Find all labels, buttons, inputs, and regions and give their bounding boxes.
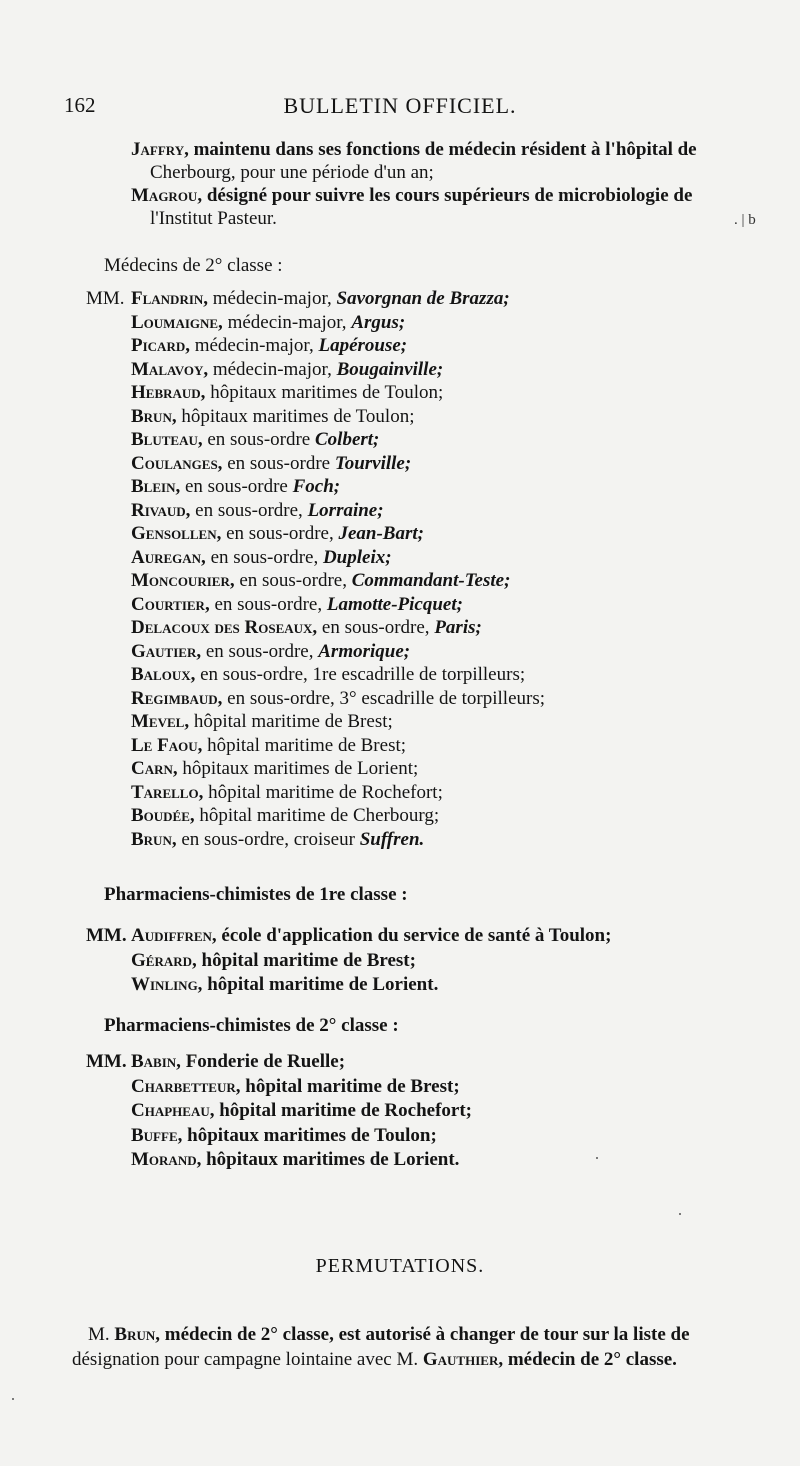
page-header: BULLETIN OFFICIEL. <box>283 93 517 118</box>
entry-ship: Suffren. <box>359 828 425 850</box>
entry-assignment: en sous-ordre <box>222 452 335 474</box>
entry-ship: Savorgnan de Brazza; <box>336 288 510 309</box>
entry-assignment: hôpital maritime de Brest; <box>196 949 416 971</box>
entry-ship: Armorique; <box>318 640 411 662</box>
list-item <box>131 640 410 663</box>
entry-assignment: en sous-ordre, croiseur <box>176 828 360 850</box>
entry-name: Coulanges, <box>131 452 223 474</box>
list-item <box>131 710 393 733</box>
section-prefix: MM. <box>86 288 125 309</box>
list-item <box>131 804 439 827</box>
entry-ship: Dupleix; <box>322 546 392 568</box>
entry-assignment: en sous-ordre, <box>190 499 308 521</box>
entry-assignment: en sous-ordre, 1re escadrille de torpilleurs; <box>195 664 526 685</box>
entry-ship: Paris; <box>434 617 482 638</box>
entry-ship: Colbert; <box>315 429 380 450</box>
entry-assignment: école d'application du service de santé à Toulon; <box>216 925 612 946</box>
entry-assignment: hôpital maritime de Lorient. <box>202 974 439 995</box>
list-item <box>131 781 443 804</box>
entry-name: Bluteau, <box>131 429 203 450</box>
entry-name: Tarello, <box>131 781 204 803</box>
list-item <box>131 311 405 334</box>
entry-ship: Commandant-Teste; <box>351 570 511 591</box>
list-item <box>131 381 443 404</box>
entry-assignment: hôpitaux maritimes de Lorient. <box>201 1149 460 1170</box>
list-item <box>131 452 411 475</box>
entry-name: Courtier, <box>131 593 210 615</box>
entry-assignment: en sous-ordre, 3° escadrille de torpilleurs; <box>222 687 546 709</box>
entry-name: Chapheau, <box>131 1100 215 1121</box>
entry-magrou-cont: l'Institut Pasteur. <box>150 208 277 229</box>
entry-name: Morand, <box>131 1149 202 1170</box>
entry-name: Flandrin, <box>131 288 209 309</box>
entry-name: Moncourier, <box>131 570 235 591</box>
entry-name: Rivaud, <box>131 499 191 521</box>
entry-ship: Lamotte-Picquet; <box>326 593 463 615</box>
entry-ship: Foch; <box>292 476 341 497</box>
page-number: 162 <box>64 93 96 117</box>
list-item <box>131 428 379 451</box>
entry-assignment: hôpital maritime de Brest; <box>202 734 407 756</box>
entry-assignment: médecin-major, <box>208 288 337 309</box>
entry-name: Loumaigne, <box>131 311 223 333</box>
entry-name: Baloux, <box>131 664 196 685</box>
permutations-line-2: désignation pour campagne lointaine avec M. Gauthier, médecin de 2° classe. <box>72 1349 677 1370</box>
list-item <box>131 1148 459 1171</box>
entry-ship: Argus; <box>351 311 406 333</box>
entry-ship: Lorraine; <box>307 499 384 521</box>
entry-jaffry: Jaffry, maintenu dans ses fonctions de médecin résident à l'hôpital de <box>131 139 697 160</box>
list-item <box>131 499 384 522</box>
list-item <box>131 828 424 851</box>
list-item <box>131 546 392 569</box>
list-item <box>131 405 415 428</box>
list-item <box>131 334 407 357</box>
entry-name: Hebraud, <box>131 382 206 403</box>
entry-assignment: hôpital maritime de Rochefort; <box>203 781 443 803</box>
entry-ship: Bougainville; <box>336 358 444 380</box>
entry-ship: Lapérouse; <box>318 335 408 356</box>
entry-assignment: en sous-ordre, <box>209 593 327 615</box>
section-prefix: MM. <box>86 1051 127 1072</box>
entry-name: Boudée, <box>131 805 195 826</box>
entry-name: Gautier, <box>131 640 202 662</box>
stray-mark: . | b <box>734 212 756 228</box>
list-item <box>131 924 611 947</box>
list-item <box>131 1124 437 1147</box>
entry-assignment: en sous-ordre, <box>201 640 319 662</box>
entry-name: Picard, <box>131 335 190 356</box>
list-item <box>131 475 340 498</box>
entry-name: Regimbaud, <box>131 687 223 709</box>
entry-name: Delacoux des Roseaux, <box>131 617 318 638</box>
entry-name: Le Faou, <box>131 734 203 756</box>
list-item <box>131 569 510 592</box>
list-item <box>131 287 510 310</box>
section-heading-medecins: Médecins de 2° classe : <box>104 255 283 276</box>
list-item <box>131 616 482 639</box>
entry-ship: Tourville; <box>334 452 412 474</box>
entry-name: Blein, <box>131 476 181 497</box>
entry-assignment: en sous-ordre <box>180 476 293 497</box>
entry-assignment: hôpital maritime de Brest; <box>189 711 393 732</box>
entry-assignment: médecin-major, <box>208 358 337 380</box>
entry-assignment: hôpitaux maritimes de Toulon; <box>176 405 415 427</box>
entry-assignment: en sous-ordre <box>202 429 315 450</box>
list-item <box>131 1050 345 1073</box>
list-item <box>131 734 406 757</box>
entry-name: Mevel, <box>131 711 190 732</box>
entry-assignment: en sous-ordre, <box>234 570 352 591</box>
section-heading-pharm1: Pharmaciens-chimistes de 1re classe : <box>104 884 408 905</box>
list-item <box>131 949 416 972</box>
entry-jaffry-cont: Cherbourg, pour une période d'un an; <box>150 162 434 183</box>
entry-name: Auregan, <box>131 546 206 568</box>
list-item <box>131 1099 472 1122</box>
entry-name: Winling, <box>131 974 203 995</box>
entry-magrou: Magrou, désigné pour suivre les cours supérieurs de microbiologie de <box>131 185 693 206</box>
entry-name: Brun, <box>131 405 177 427</box>
entry-name: Carn, <box>131 758 178 779</box>
entry-name: Malavoy, <box>131 358 209 380</box>
permutations-title: PERMUTATIONS. <box>315 1255 485 1277</box>
entry-assignment: en sous-ordre, <box>317 617 435 638</box>
entry-assignment: médecin-major, <box>189 335 319 356</box>
entry-name: Charbetteur, <box>131 1075 241 1097</box>
entry-assignment: hôpital maritime de Brest; <box>240 1075 460 1097</box>
entry-assignment: en sous-ordre, <box>205 546 323 568</box>
list-item <box>131 522 424 545</box>
entry-name: Babin, <box>131 1051 181 1072</box>
entry-ship: Jean-Bart; <box>338 523 424 544</box>
section-heading-pharm2: Pharmaciens-chimistes de 2° classe : <box>104 1015 399 1036</box>
entry-name: Gérard, <box>131 949 197 971</box>
entry-assignment: hôpitaux maritimes de Lorient; <box>177 758 419 779</box>
list-item <box>131 1075 460 1098</box>
entry-assignment: hôpital maritime de Rochefort; <box>214 1100 472 1121</box>
list-item <box>131 358 443 381</box>
list-item <box>131 973 438 996</box>
entry-assignment: hôpitaux maritimes de Toulon; <box>205 382 444 403</box>
entry-assignment: hôpitaux maritimes de Toulon; <box>182 1124 437 1146</box>
entry-assignment: médecin-major, <box>222 311 352 333</box>
list-item <box>131 687 545 710</box>
entry-name: Audiffren, <box>131 925 217 946</box>
entry-name: Buffe, <box>131 1124 183 1146</box>
permutations-line-1: M. Brun, médecin de 2° classe, est autorisé à changer de tour sur la liste de <box>88 1324 690 1345</box>
entry-assignment: hôpital maritime de Cherbourg; <box>194 805 440 826</box>
list-item <box>131 593 463 616</box>
entry-assignment: Fonderie de Ruelle; <box>180 1051 346 1072</box>
section-prefix: MM. <box>86 925 127 946</box>
entry-assignment: en sous-ordre, <box>221 523 339 544</box>
entry-name: Brun, <box>131 828 177 850</box>
entry-name: Gensollen, <box>131 523 222 544</box>
list-item <box>131 757 418 780</box>
list-item <box>131 663 525 686</box>
